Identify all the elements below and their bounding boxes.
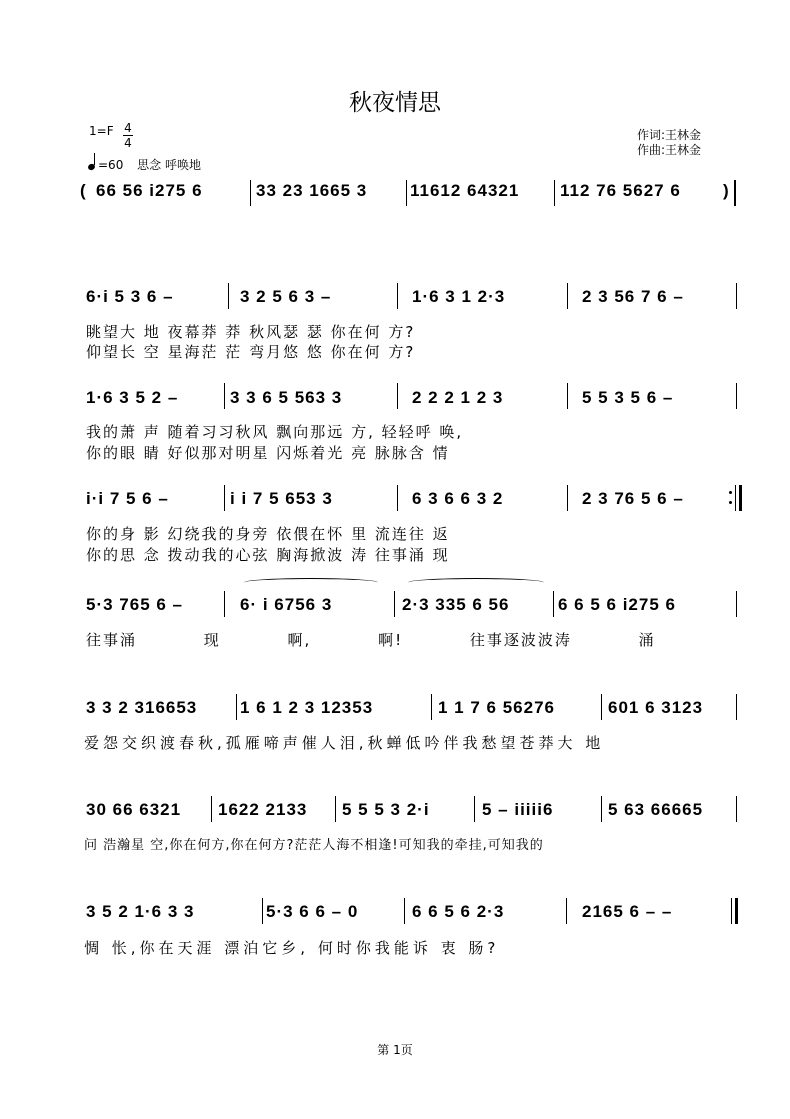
measure: 5 5 3 5 6 – xyxy=(582,388,674,407)
measure: 6· i 6756 3 xyxy=(240,595,333,614)
measure: 5 – iiiii6 xyxy=(482,800,554,819)
note-stem xyxy=(94,153,95,165)
bar-line xyxy=(262,898,263,924)
music-row xyxy=(80,287,740,317)
measure: i·i 7 5 6 – xyxy=(86,489,169,508)
measure: 6 6 5 6 2·3 xyxy=(412,902,505,921)
measure: 1622 2133 xyxy=(218,800,308,819)
lyric-line: 我的萧 声 随着习习秋风 飘向那远 方, 轻轻呼 唤, xyxy=(86,423,464,441)
measure: 1·6 3 5 2 – xyxy=(86,388,179,407)
measure: 2 3 76 5 6 – xyxy=(582,489,684,508)
bar-line xyxy=(553,591,554,617)
bar-line xyxy=(734,180,736,206)
bar-line xyxy=(601,694,602,720)
intro-open-paren: ( xyxy=(80,181,87,200)
bar-line xyxy=(567,383,568,409)
bar-line xyxy=(554,180,555,206)
credits xyxy=(637,128,701,158)
bar-line xyxy=(566,898,567,924)
lyric-line: 仰望长 空 星海茫 茫 弯月悠 悠 你在何 方? xyxy=(86,343,416,361)
repeat-dot xyxy=(729,491,732,494)
measure: 1 6 1 2 3 12353 xyxy=(240,698,374,717)
bar-line xyxy=(736,383,737,409)
measure: 2 3 56 7 6 – xyxy=(582,287,684,306)
music-row xyxy=(80,388,740,418)
expression-marking: 思念 呼唤地 xyxy=(137,158,201,172)
tempo-marking xyxy=(88,156,201,173)
lyric-line: 往事涌 现 啊, 啊! 往事逐波波涛 涌 xyxy=(86,631,656,649)
lyric-line: 惆 怅,你在天涯 漂泊它乡, 何时你我能诉 衷 肠? xyxy=(84,939,500,957)
measure: 6 3 6 6 3 2 xyxy=(412,489,504,508)
bar-line xyxy=(736,591,737,617)
slur xyxy=(408,578,544,587)
measure: 6·i 5 3 6 – xyxy=(86,287,174,306)
bar-line xyxy=(736,694,737,720)
final-bar-thin xyxy=(731,898,732,924)
measure: 3 5 2 1·6 3 3 xyxy=(86,902,195,921)
lyric-line: 你的眼 睛 好似那对明星 闪烁着光 亮 脉脉含 情 xyxy=(86,444,450,462)
measure: 5 5 5 3 2·i xyxy=(342,800,430,819)
music-row xyxy=(80,902,740,932)
music-row xyxy=(80,800,740,830)
lyricist-credit: 作词:王林金 xyxy=(637,128,702,142)
bar-line xyxy=(397,485,398,511)
measure: 3 3 6 5 563 3 xyxy=(230,388,343,407)
music-row xyxy=(80,698,740,728)
repeat-dot xyxy=(729,501,732,504)
bar-line xyxy=(397,283,398,309)
bar-line xyxy=(404,898,405,924)
lyric-line: 问 浩瀚星 空,你在何方,你在何方?茫茫人海不相逢!可知我的牵挂,可知我的 xyxy=(84,838,544,853)
bar-line xyxy=(224,485,225,511)
measure: 2165 6 – – xyxy=(582,902,673,921)
measure: 2 2 2 1 2 3 xyxy=(412,388,504,407)
bar-line xyxy=(224,383,225,409)
measure: 30 66 6321 xyxy=(86,800,182,819)
measure: 601 6 3123 xyxy=(608,698,704,717)
lyric-line: 你的思 念 拨动我的心弦 胸海掀波 涛 往事涌 现 xyxy=(86,546,450,564)
intro-line xyxy=(80,181,740,211)
bar-line xyxy=(224,591,225,617)
measure: 1 1 7 6 56276 xyxy=(438,698,555,717)
bar-line xyxy=(567,485,568,511)
intro-measure: 66 56 i275 6 xyxy=(96,181,203,200)
bar-line xyxy=(228,283,229,309)
time-signature-bottom: 4 xyxy=(124,136,132,150)
key-signature: 1=F xyxy=(89,124,114,138)
bar-line xyxy=(236,694,237,720)
intro-measure: 33 23 1665 3 xyxy=(256,181,368,200)
time-signature xyxy=(123,121,133,150)
measure: 5 63 66665 xyxy=(608,800,704,819)
composer-credit: 作曲:王林金 xyxy=(637,143,702,157)
page-number: 第 1页 xyxy=(377,1043,413,1057)
bar-line xyxy=(474,796,475,822)
bar-line xyxy=(394,591,395,617)
bar-line xyxy=(567,283,568,309)
tempo-value: =60 xyxy=(98,158,124,172)
lyric-line: 爱怨交织渡春秋,孤雁啼声催人泪,秋蝉低吟伴我愁望苍莽大 地 xyxy=(84,734,605,752)
bar-line xyxy=(736,796,737,822)
song-title: 秋夜情思 xyxy=(349,90,441,116)
measure: 3 2 5 6 3 – xyxy=(240,287,332,306)
intro-close-paren: ) xyxy=(723,181,730,200)
bar-line xyxy=(397,383,398,409)
measure: 5·3 6 6 – 0 xyxy=(266,902,359,921)
bar-line xyxy=(335,796,336,822)
intro-measure: 112 76 5627 6 xyxy=(560,181,681,200)
measure: 6 6 5 6 i275 6 xyxy=(558,595,676,614)
music-row xyxy=(80,595,740,625)
bar-line xyxy=(736,283,737,309)
repeat-bar xyxy=(735,485,736,511)
measure: 1·6 3 1 2·3 xyxy=(412,287,506,306)
music-row xyxy=(80,489,740,519)
intro-measure: 11612 64321 xyxy=(410,181,520,200)
lyric-line: 你的身 影 幻绕我的身旁 依偎在怀 里 流连往 返 xyxy=(86,525,450,543)
measure: 5·3 765 6 – xyxy=(86,595,184,614)
slur xyxy=(244,578,378,587)
measure: i i 7 5 653 3 xyxy=(230,489,333,508)
repeat-bar-thick xyxy=(739,485,742,511)
measure: 3 3 2 316653 xyxy=(86,698,198,717)
bar-line xyxy=(250,180,251,206)
final-bar-thick xyxy=(735,898,738,924)
time-signature-top: 4 xyxy=(124,121,132,135)
bar-line xyxy=(431,694,432,720)
measure: 2·3 335 6 56 xyxy=(402,595,510,614)
bar-line xyxy=(406,180,407,206)
lyric-line: 眺望大 地 夜幕莽 莽 秋风瑟 瑟 你在何 方? xyxy=(86,323,416,341)
bar-line xyxy=(211,796,212,822)
bar-line xyxy=(601,796,602,822)
